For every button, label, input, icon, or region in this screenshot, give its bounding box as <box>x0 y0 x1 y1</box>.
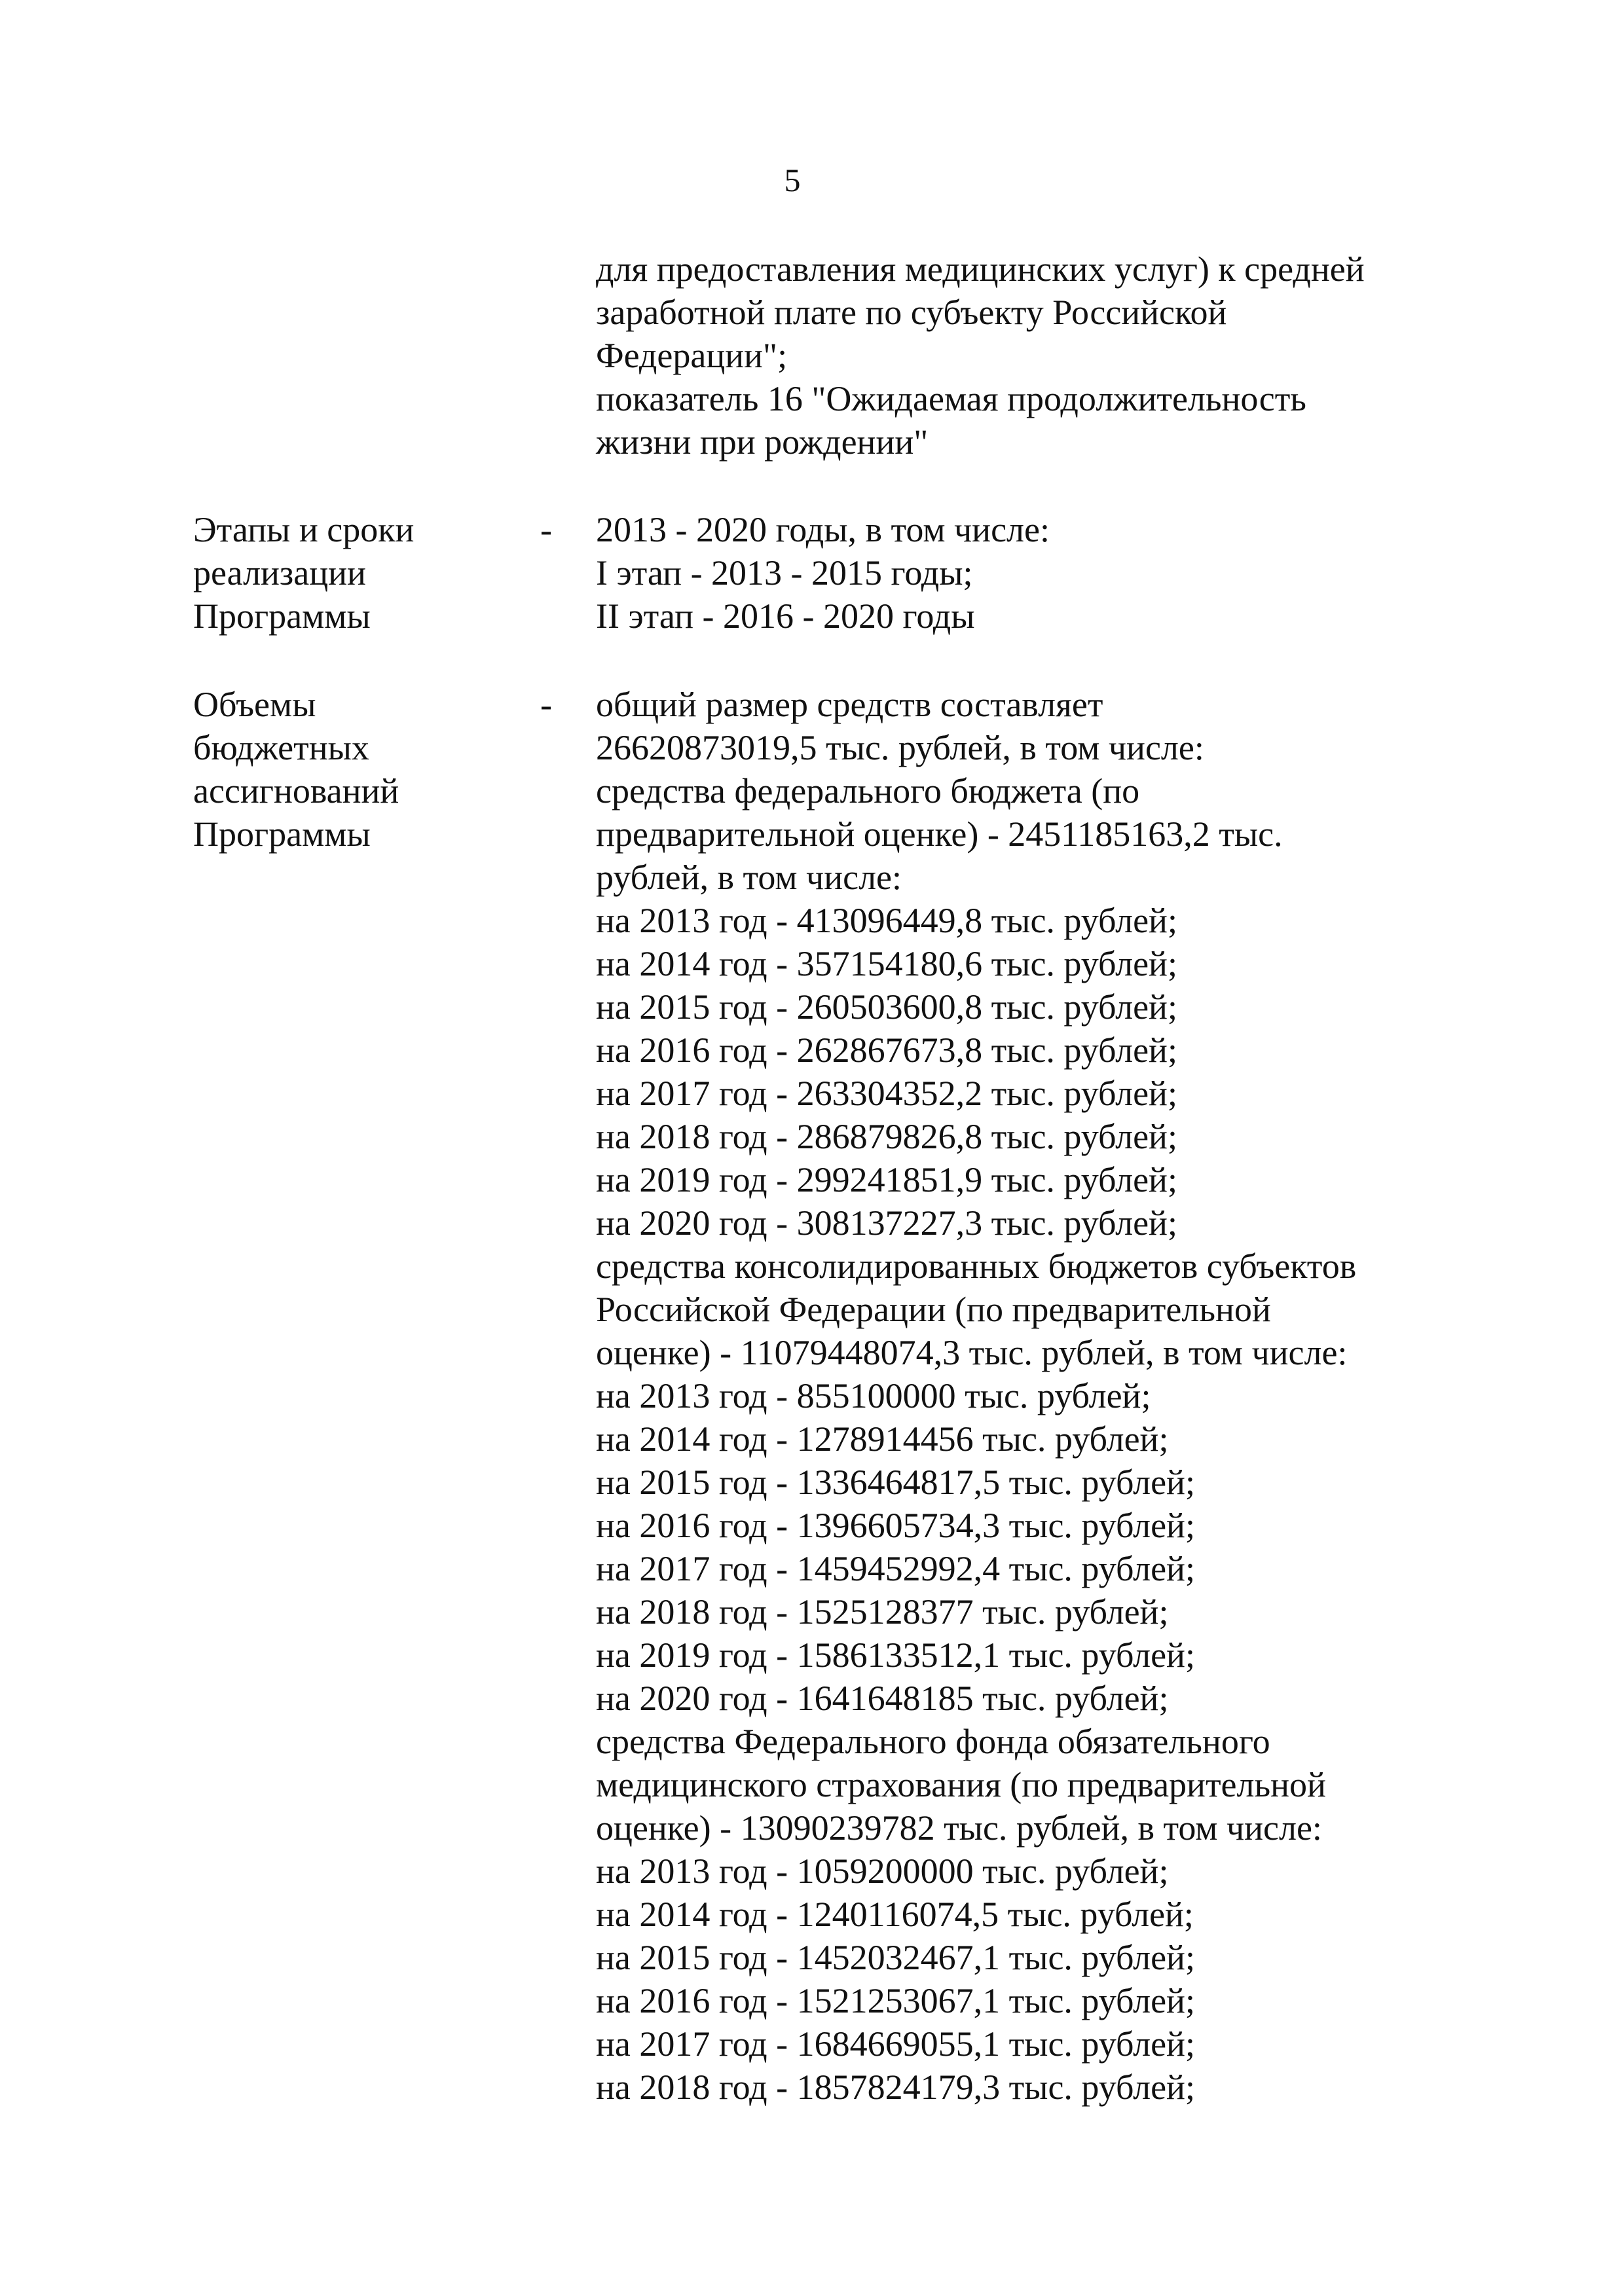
budget-text: на 2016 год - 1521253067,1 тыс. рублей; <box>596 1981 1195 2020</box>
budget-label: ассигнований <box>193 771 399 811</box>
budget-text: общий размер средств составляет <box>596 685 1103 724</box>
budget-text: медицинского страхования (по предварительной <box>596 1765 1326 1804</box>
budget-text: на 2013 год - 413096449,8 тыс. рублей; <box>596 901 1177 940</box>
budget-text: предварительной оценке) - 2451185163,2 тыс. <box>596 814 1283 854</box>
budget-text: 26620873019,5 тыс. рублей, в том числе: <box>596 728 1204 767</box>
stages-text: I этап - 2013 - 2015 годы; <box>596 553 973 592</box>
budget-text: средства Федерального фонда обязательного <box>596 1722 1270 1761</box>
budget-text: Российской Федерации (по предварительной <box>596 1290 1271 1329</box>
budget-text: на 2018 год - 1857824179,3 тыс. рублей; <box>596 2068 1195 2107</box>
continuation-line: для предоставления медицинских услуг) к средней <box>596 249 1365 289</box>
budget-text: оценке) - 13090239782 тыс. рублей, в том числе: <box>596 1808 1322 1848</box>
budget-text: на 2013 год - 855100000 тыс. рублей; <box>596 1376 1151 1415</box>
budget-text: на 2014 год - 1240116074,5 тыс. рублей; <box>596 1895 1194 1934</box>
stages-label: реализации <box>193 553 366 592</box>
stages-label: Программы <box>193 596 371 636</box>
budget-label: Объемы <box>193 685 316 724</box>
budget-text: средства федерального бюджета (по <box>596 771 1140 811</box>
budget-dash: - <box>540 685 552 724</box>
budget-label: бюджетных <box>193 728 369 767</box>
budget-text: на 2017 год - 1684669055,1 тыс. рублей; <box>596 2024 1195 2064</box>
page-number: 5 <box>784 162 801 198</box>
budget-text: на 2017 год - 263304352,2 тыс. рублей; <box>596 1074 1177 1113</box>
budget-text: на 2019 год - 1586133512,1 тыс. рублей; <box>596 1635 1195 1675</box>
budget-text: на 2018 год - 1525128377 тыс. рублей; <box>596 1592 1169 1631</box>
budget-text: на 2020 год - 1641648185 тыс. рублей; <box>596 1679 1169 1718</box>
continuation-line: показатель 16 "Ожидаемая продолжительность <box>596 379 1306 418</box>
budget-text: на 2015 год - 1336464817,5 тыс. рублей; <box>596 1463 1195 1502</box>
stages-label: Этапы и сроки <box>193 510 415 549</box>
budget-label: Программы <box>193 814 371 854</box>
budget-text: средства консолидированных бюджетов субъектов <box>596 1247 1357 1286</box>
budget-text: на 2014 год - 1278914456 тыс. рублей; <box>596 1419 1169 1459</box>
budget-text: оценке) - 11079448074,3 тыс. рублей, в том числе: <box>596 1333 1348 1372</box>
budget-text: на 2015 год - 260503600,8 тыс. рублей; <box>596 987 1177 1027</box>
budget-text: на 2014 год - 357154180,6 тыс. рублей; <box>596 944 1177 983</box>
budget-text: на 2013 год - 1059200000 тыс. рублей; <box>596 1851 1169 1891</box>
budget-text: на 2017 год - 1459452992,4 тыс. рублей; <box>596 1549 1195 1588</box>
budget-text: на 2019 год - 299241851,9 тыс. рублей; <box>596 1160 1177 1199</box>
budget-text: на 2016 год - 262867673,8 тыс. рублей; <box>596 1030 1177 1070</box>
continuation-line: заработной плате по субъекту Российской <box>596 293 1227 332</box>
budget-text: на 2016 год - 1396605734,3 тыс. рублей; <box>596 1506 1195 1545</box>
stages-text: II этап - 2016 - 2020 годы <box>596 596 975 636</box>
stages-dash: - <box>540 510 552 549</box>
budget-text: на 2020 год - 308137227,3 тыс. рублей; <box>596 1203 1177 1243</box>
stages-text: 2013 - 2020 годы, в том числе: <box>596 510 1050 549</box>
continuation-line: жизни при рождении" <box>596 422 929 462</box>
budget-text: рублей, в том числе: <box>596 858 902 897</box>
budget-text: на 2015 год - 1452032467,1 тыс. рублей; <box>596 1938 1195 1977</box>
budget-text: на 2018 год - 286879826,8 тыс. рублей; <box>596 1117 1177 1156</box>
continuation-line: Федерации"; <box>596 336 788 375</box>
